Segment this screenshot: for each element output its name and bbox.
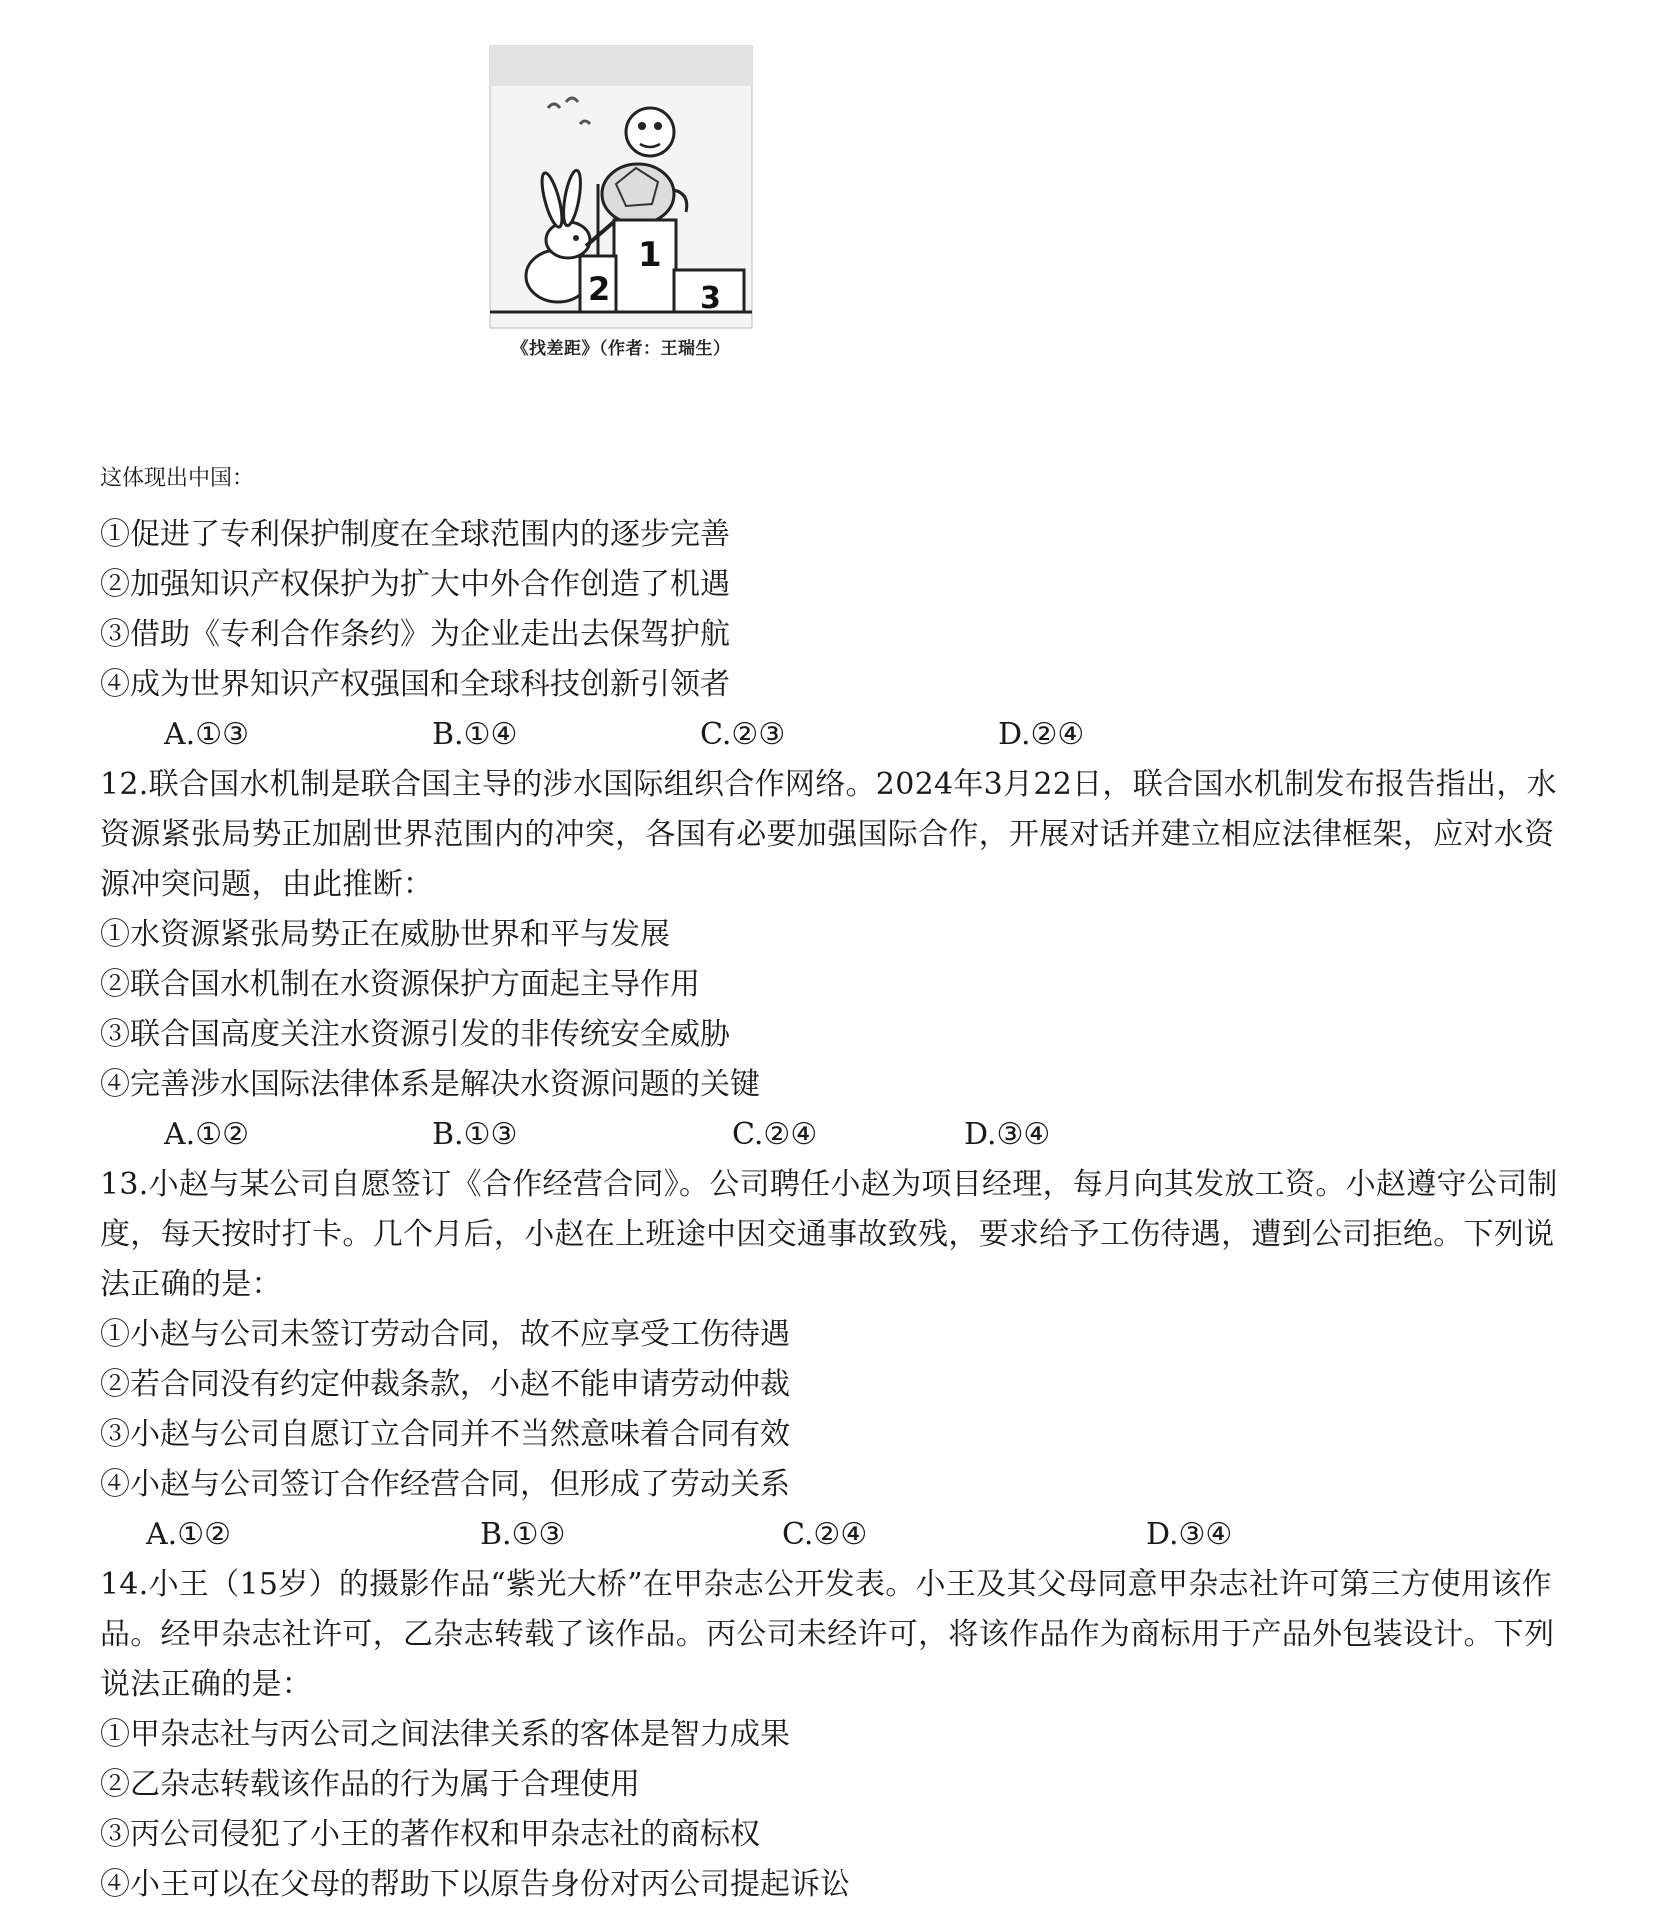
- q14-stem: 14.小王（15岁）的摄影作品“紫光大桥”在甲杂志公开发表。小王及其父母同意甲杂志社许可第三方使用该作品。经甲杂志社许可，乙杂志转载了该作品。丙公司未经许可，将该作品作为商标用于产品外包装设计。下列说法正确的是：: [100, 1567, 1555, 1702]
- podium-label-first: 1: [638, 235, 662, 275]
- q13-choice-c: C.②④: [782, 1517, 868, 1552]
- turtle-shell: [602, 164, 674, 224]
- q12-stem: 12.联合国水机制是联合国主导的涉水国际组织合作网络。2024年3月22日，联合国水机制发布报告指出，水资源紧张局势正加剧世界范围内的冲突，各国有必要加强国际合作，开展对话并建立相应法律框架，应对水资源冲突问题，由此推断：: [100, 767, 1557, 902]
- q13-option-2: ②若合同没有约定仲裁条款，小赵不能申请劳动仲裁: [100, 1367, 790, 1402]
- cartoon-figure: [488, 44, 754, 359]
- q13-choice-a: A.①②: [146, 1517, 231, 1552]
- q13-stem: 13.小赵与某公司自愿签订《合作经营合同》。公司聘任小赵为项目经理，每月向其发放工资。小赵遵守公司制度，每天按时打卡。几个月后，小赵在上班途中因交通事故致残，要求给予工伤待遇，遭到公司拒绝。下列说法正确的是：: [100, 1167, 1558, 1302]
- cartoon-illustration: [488, 44, 754, 330]
- rabbit-head: [546, 222, 590, 258]
- question-13: [100, 1160, 1560, 1560]
- q13-choice-b: B.①③: [480, 1517, 566, 1552]
- q12-choice-a: A.①②: [164, 1117, 249, 1152]
- q11-option-4: ④成为世界知识产权强国和全球科技创新引领者: [100, 667, 730, 702]
- q11-option-2: ②加强知识产权保护为扩大中外合作创造了机遇: [100, 567, 730, 602]
- q11-choice-a: A.①③: [164, 717, 249, 752]
- q11-stem-tail: 这体现出中国：: [100, 466, 255, 491]
- cartoon-caption: 《找差距》（作者：王瑞生）: [511, 339, 731, 359]
- q12-option-1: ①水资源紧张局势正在威胁世界和平与发展: [100, 917, 670, 952]
- question-content: [100, 462, 1560, 1910]
- q13-option-3: ③小赵与公司自愿订立合同并不当然意味着合同有效: [100, 1417, 790, 1452]
- question-11: [100, 462, 1560, 760]
- q11-choice-d: D.②④: [998, 717, 1085, 752]
- q14-option-4: ④小王可以在父母的帮助下以原告身份对丙公司提起诉讼: [100, 1867, 850, 1902]
- q13-choices: [100, 1510, 1560, 1560]
- q11-option-1: ①促进了专利保护制度在全球范围内的逐步完善: [100, 517, 730, 552]
- q13-choice-d: D.③④: [1146, 1517, 1233, 1552]
- q12-choice-b: B.①③: [432, 1117, 518, 1152]
- q12-option-3: ③联合国高度关注水资源引发的非传统安全威胁: [100, 1017, 730, 1052]
- podium-label-second: 2: [588, 270, 611, 308]
- q11-choices: [100, 710, 1560, 760]
- q11-option-3: ③借助《专利合作条约》为企业走出去保驾护航: [100, 617, 730, 652]
- q14-option-3: ③丙公司侵犯了小王的著作权和甲杂志社的商标权: [100, 1817, 760, 1852]
- podium-label-third: 3: [700, 281, 721, 316]
- q13-option-4: ④小赵与公司签订合作经营合同，但形成了劳动关系: [100, 1467, 790, 1502]
- q13-option-1: ①小赵与公司未签订劳动合同，故不应享受工伤待遇: [100, 1317, 790, 1352]
- question-14: [100, 1560, 1560, 1910]
- q14-option-1: ①甲杂志社与丙公司之间法律关系的客体是智力成果: [100, 1717, 790, 1752]
- q14-option-2: ②乙杂志转载该作品的行为属于合理使用: [100, 1767, 640, 1802]
- q12-choices: [100, 1110, 1560, 1160]
- q11-choice-b: B.①④: [432, 717, 518, 752]
- q12-choice-d: D.③④: [964, 1117, 1051, 1152]
- q12-option-2: ②联合国水机制在水资源保护方面起主导作用: [100, 967, 700, 1002]
- question-12: [100, 760, 1560, 1160]
- q12-option-4: ④完善涉水国际法律体系是解决水资源问题的关键: [100, 1067, 760, 1102]
- turtle-head: [626, 108, 674, 156]
- q12-choice-c: C.②④: [732, 1117, 818, 1152]
- q11-choice-c: C.②③: [700, 717, 786, 752]
